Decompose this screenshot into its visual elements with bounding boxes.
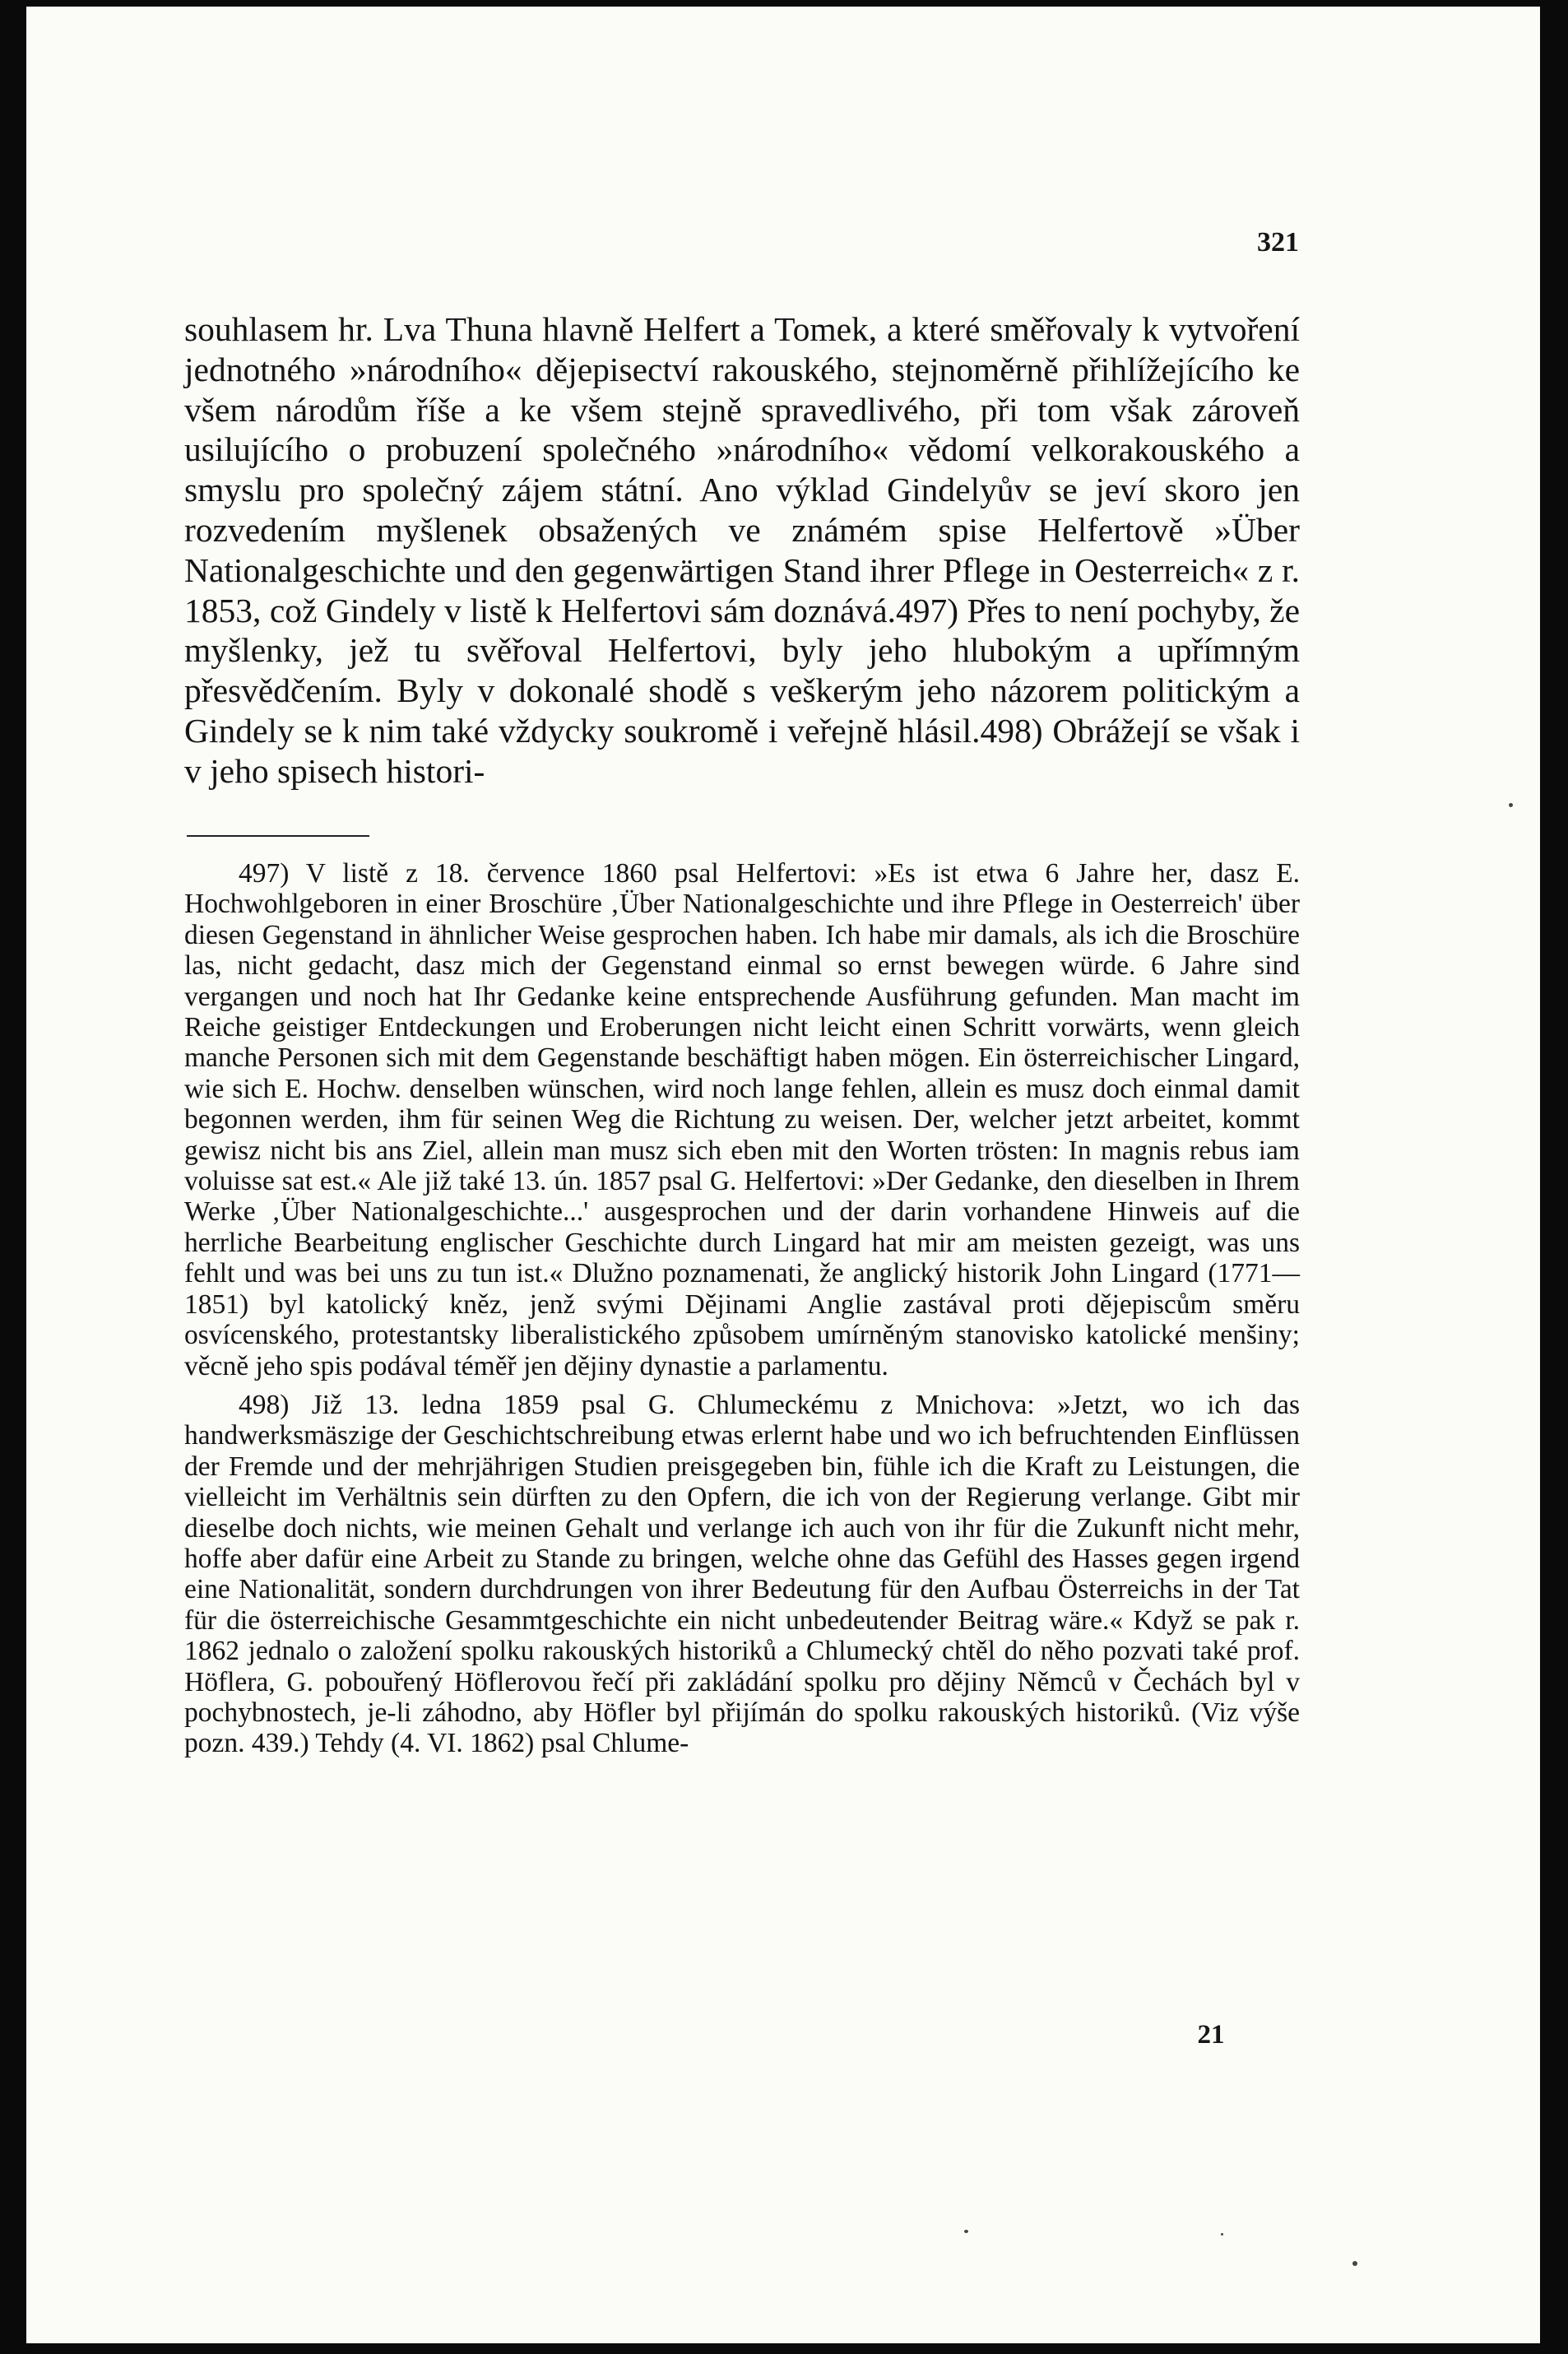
footnote-498: 498) Již 13. ledna 1859 psal G. Chlumeckému z Mnichova: »Jetzt, wo ich das handwerksmäszige der Geschichtschreibung etwas erlernt habe und wo ich befruchtenden Einflüssen der Fremde und der mehrjährigen Studien preisgegeben bin, fühle ich die Kraft zu Leistungen, die vielleicht im Verhältnis sein dürften zu den Opfern, die ich von der Regierung verlange. Gibt mir dieselbe doch nichts, wie meinen Gehalt und verlange ich auch von ihr für die Zukunft nicht mehr, hoffe aber dafür eine Arbeit zu Stande zu bringen, welche ohne das Gefühl des Hasses gegen irgend eine Nationalität, sondern durchdrungen von ihrer Bedeutung für den Aufbau Österreichs in der Tat für die österreichische Gesammtgeschichte ein nicht unbedeutender Beitrag wäre.« Když se pak r. 1862 jednalo o založení spolku rakouských historiků a Chlumecký chtěl do něho pozvati také prof. Höflera, G. pobouřený Höflerovou řečí při zakládání spolku pro dějiny Němců v Čechách byl v pochybnostech, je-li záhodno, aby Höfler byl přijímán do spolku rakouských historiků. (Viz výše pozn. 439.) Tehdy (4. VI. 1862) psal Chlume- xyxy=(184,1389,1300,1759)
scan-speck xyxy=(1509,803,1513,807)
scan-speck xyxy=(1221,2233,1223,2236)
scan-speck xyxy=(964,2230,968,2233)
body-paragraph: souhlasem hr. Lva Thuna hlavně Helfert a Tomek, a které směřovaly k vytvoření jednotného »národního« dějepisectví rakouského, stejnoměrně přihlížejícího ke všem národům říše a ke všem stejně spravedlivého, při tom však zároveň usilujícího o probuzení společného »národního« vědomí velkorakouského a smyslu pro společný zájem státní. Ano výklad Gindelyův se jeví skoro jen rozvedením myšlenek obsažených ve známém spise Helfertově »Über Nationalgeschichte und den gegenwärtigen Stand ihrer Pflege in Oesterreich« z r. 1853, což Gindely v listě k Helfertovi sám doznává.497) Přes to není pochyby, že myšlenky, jež tu svěřoval Helfertovi, byly jeho hlubokým a upřímným přesvědčením. Byly v dokonalé shodě s veškerým jeho názorem politickým a Gindely se k nim také vždycky soukromě i veřejně hlásil.498) Obrážejí se však i v jeho spisech histori- xyxy=(184,310,1300,790)
main-text xyxy=(184,309,1300,792)
scan-speck xyxy=(1352,2261,1357,2266)
book-page xyxy=(26,7,1540,2343)
footnote-divider xyxy=(187,835,369,837)
page-number-bottom: 21 xyxy=(1197,2020,1225,2050)
page-number-top: 321 xyxy=(1257,227,1299,258)
footnote-497: 497) V listě z 18. července 1860 psal Helfertovi: »Es ist etwa 6 Jahre her, dasz E. Hochwohlgeboren in einer Broschüre ‚Über Nationalgeschichte und ihre Pflege in Oesterreich' über diesen Gegenstand in ähnlicher Weise gesprochen haben. Ich habe mir damals, als ich die Broschüre las, nicht gedacht, dasz mich der Gegenstand einmal so ernst bewegen würde. 6 Jahre sind vergangen und noch hat Ihr Gedanke keine entsprechende Ausführung gefunden. Man macht im Reiche geistiger Entdeckungen und Eroberungen nicht leicht einen Schritt vorwärts, wenn gleich manche Personen sich mit dem Gegenstande beschäftigt haben mögen. Ein österreichischer Lingard, wie sich E. Hochw. denselben wünschen, wird noch lange fehlen, allein es musz doch einmal damit begonnen werden, ihm für seinen Weg die Richtung zu weisen. Der, welcher jetzt arbeitet, kommt gewisz nicht bis ans Ziel, allein man musz sich eben mit den Worten trösten: In magnis rebus iam voluisse sat est.« Ale již také 13. ún. 1857 psal G. Helfertovi: »Der Gedanke, den dieselben in Ihrem Werke ‚Über Nationalgeschichte...' ausgesprochen und der darin vorhandene Hinweis auf die herrliche Bearbeitung englischer Geschichte durch Lingard hat mir am meisten gezeigt, was uns fehlt und was bei uns zu tun ist.« Dlužno poznamenati, že anglický historik John Lingard (1771—1851) byl katolický kněz, jenž svými Dějinami Anglie zastával proti dějepiscům směru osvícenského, protestantsky liberalistického způsobem umírněným stanovisko katolické menšiny; věcně jeho spis podával téměř jen dějiny dynastie a parlamentu. xyxy=(184,858,1300,1381)
footnotes-section xyxy=(184,858,1300,1759)
